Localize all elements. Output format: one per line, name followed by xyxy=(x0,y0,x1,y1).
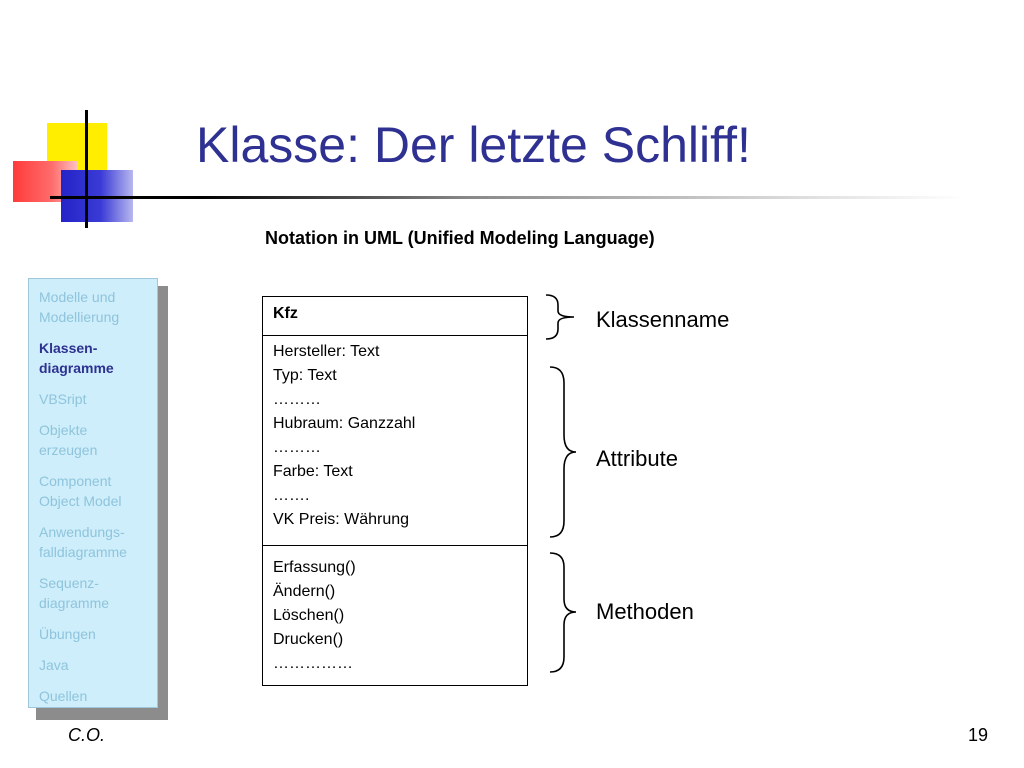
sidebar-item-sequenz[interactable] xyxy=(39,573,153,613)
sidebar-item-label: Objekte xyxy=(39,422,88,438)
uml-attribute: Typ: Text xyxy=(273,367,337,384)
sidebar-item-objekte[interactable] xyxy=(39,420,153,460)
sidebar-item-label: falldiagramme xyxy=(39,544,127,560)
uml-method: Löschen() xyxy=(273,607,345,624)
sidebar-item-label: diagramme xyxy=(39,360,114,376)
sidebar-item-label: Object Model xyxy=(39,493,122,509)
sidebar-nav xyxy=(28,278,158,708)
curly-braces xyxy=(540,285,590,685)
uml-method: Ändern() xyxy=(273,583,336,600)
brace-class-name-icon xyxy=(546,295,574,339)
sidebar-item-com[interactable] xyxy=(39,471,153,511)
sidebar-item-label: Übungen xyxy=(39,626,96,642)
sidebar-item-label: Modellierung xyxy=(39,309,120,325)
logo-vertical-line xyxy=(85,110,88,228)
uml-attributes-section xyxy=(263,336,527,546)
sidebar-item-label: Sequenz- xyxy=(39,575,99,591)
sidebar-item-klassendiagramme[interactable] xyxy=(39,338,153,378)
sidebar-item-label: erzeugen xyxy=(39,442,98,458)
sidebar-item-label: diagramme xyxy=(39,595,110,611)
sidebar-item-label: Klassen- xyxy=(39,340,98,356)
label-klassenname: Klassenname xyxy=(596,307,730,332)
uml-method: Erfassung() xyxy=(273,559,356,576)
sidebar-item-label: Java xyxy=(39,657,69,673)
sidebar-item-java[interactable] xyxy=(39,655,153,675)
uml-attribute: Farbe: Text xyxy=(273,463,353,480)
uml-attribute: ……… xyxy=(273,391,321,408)
sidebar-item-label: Quellen xyxy=(39,688,88,704)
brace-attributes-icon xyxy=(550,367,576,537)
sidebar-item-label: Component xyxy=(39,473,112,489)
label-attribute: Attribute xyxy=(596,446,678,471)
uml-attribute: Hersteller: Text xyxy=(273,343,380,360)
sidebar-item-uebungen[interactable] xyxy=(39,624,153,644)
uml-method: …………… xyxy=(273,655,353,672)
uml-class-name: Kfz xyxy=(263,297,527,336)
uml-attribute: VK Preis: Währung xyxy=(273,511,410,528)
brace-methods-icon xyxy=(550,553,576,672)
label-methoden: Methoden xyxy=(596,599,694,624)
uml-attribute: ……. xyxy=(273,487,310,504)
sidebar-item-label: Modelle und xyxy=(39,289,116,305)
sidebar-item-anwendungsfall[interactable] xyxy=(39,522,153,562)
sidebar-item-label: VBSript xyxy=(39,391,87,407)
uml-methods-section xyxy=(263,546,527,676)
sidebar-item-label: Anwendungs- xyxy=(39,524,125,540)
page-number: 19 xyxy=(968,725,989,745)
sidebar-item-vbscript[interactable] xyxy=(39,389,153,409)
title-underline xyxy=(135,196,965,199)
uml-attribute: ……… xyxy=(273,439,321,456)
footer-author: C.O. xyxy=(68,725,106,745)
sidebar-item-quellen[interactable] xyxy=(39,686,153,706)
uml-method: Drucken() xyxy=(273,631,344,648)
page-title: Klasse: Der letzte Schliff! xyxy=(196,117,751,173)
sidebar-item-modelle[interactable] xyxy=(39,287,153,327)
slide-subtitle: Notation in UML (Unified Modeling Language) xyxy=(265,228,655,248)
uml-attribute: Hubraum: Ganzzahl xyxy=(273,415,416,432)
uml-class-box xyxy=(262,296,528,686)
